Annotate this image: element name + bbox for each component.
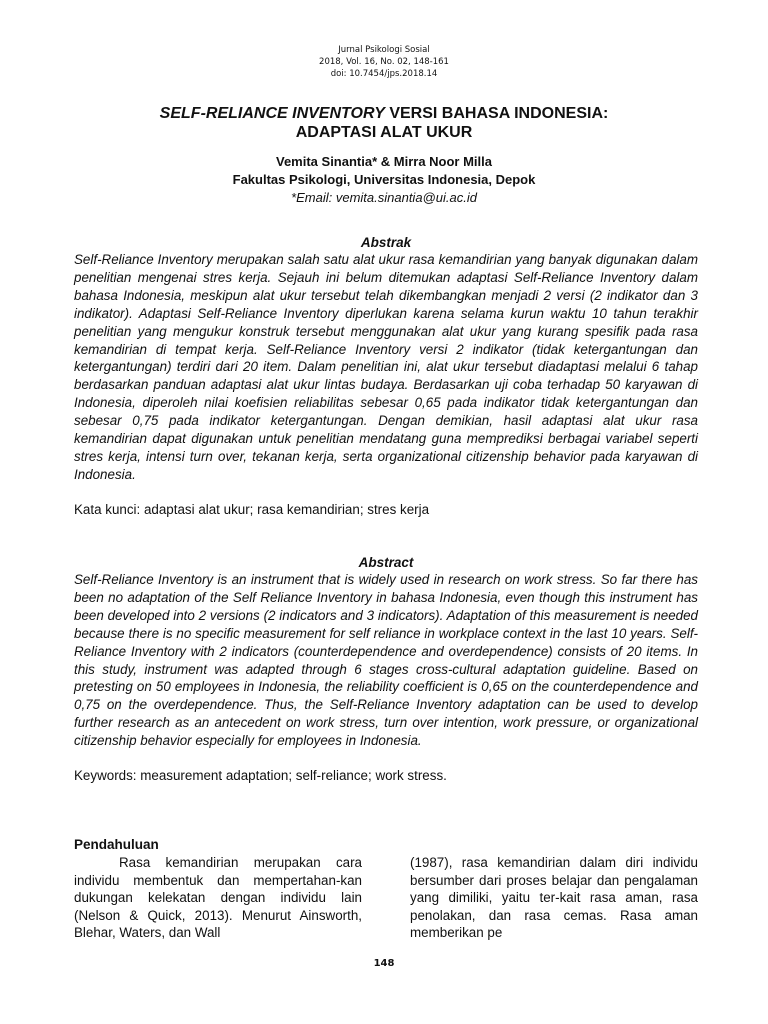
page-number: 148 xyxy=(373,958,395,969)
abstrak-keywords: Kata kunci: adaptasi alat ukur; rasa kemandirian; stres kerja xyxy=(74,501,430,517)
abstrak-text: Self-Reliance Inventory merupakan salah satu alat ukur rasa kemandirian yang banyak digunakan dalam penelitian mengenai stres kerja. Sejauh ini belum ditemukan adaptasi Self-Reliance Inventory dalam bahasa Indonesia, meskipun alat ukur tersebut telah dikembangkan menjadi 2 versi (2 indikator dan 3 indikator). Adaptasi Self-Reliance Inventory diperlukan karena selama kurun waktu 10 tahun terakhir penelitian yang mengukur konstruk tersebut menggunakan alat ukur yang kurang spesifik pada rasa kemandirian di tempat kerja. Self-Reliance Inventory versi 2 indikator (tidak ketergantungan dan ketergantungan) terdiri dari 20 item. Dalam penelitian ini, alat ukur tersebut diadaptasi melalui 6 tahap berdasarkan panduan adaptasi alat ukur lintas budaya. Berdasarkan uji coba terhadap 50 karyawan di Indonesia, diperoleh nilai koefisien reliabilitas sebesar 0,65 pada indikator tidak ketergantungan dan sebesar 0,75 pada indikator ketergantungan. Dengan demikian, hasil adaptasi alat ukur rasa kemandirian dapat digunakan untuk penelitian mendatang guna memprediksi berbagai variabel seperti stres kerja, intensi turn over, tekanan kerja, serta organizational citizenship behavior pada karyawan di Indonesia. xyxy=(74,252,698,482)
abstract-section xyxy=(74,554,698,785)
abstrak-heading: Abstrak xyxy=(360,235,412,250)
author-email: *Email: vemita.sinantia@ui.ac.id xyxy=(291,190,477,205)
author-block xyxy=(60,153,708,207)
author-affiliation: Fakultas Psikologi, Universitas Indonesia, Depok xyxy=(232,172,536,187)
title-rest-part: VERSI BAHASA INDONESIA: xyxy=(384,105,609,122)
title-line-1 xyxy=(60,104,708,123)
journal-name: Jurnal Psikologi Sosial xyxy=(338,45,430,55)
title-italic-part: SELF-RELIANCE INVENTORY xyxy=(159,105,385,122)
abstract-text: Self-Reliance Inventory is an instrument that is widely used in research on work stress. So far there has been no adaptation of the Self Reliance Inventory in bahasa Indonesia, even though this instrument has been developed into 2 versions (2 indicators and 3 indicators). Adaptation of this measurement is needed because there is no specific measurement for self reliance in workplace context in the last 10 years. Self-Reliance Inventory with 2 indicators (counterdependence and overdependence) consists of 20 items. In this study, instrument was adapted through 6 stages cross-cultural adaptation guideline. Based on pretesting on 50 employees in Indonesia, the reliability coefficient is 0,65 on the counterdependence and 0,75 on the overdependence. Thus, the Self-Reliance Inventory adaptation can be used to develop further research as an antecedent on work stress, turn over intention, work pressure, or organizational citizenship behavior especially for employees in Indonesia. xyxy=(74,572,698,749)
intro-left-column: Rasa kemandirian merupakan cara individu membentuk dan mempertahan-kan dukungan kelekatan dengan individu lain (Nelson & Quick, 2013). Menurut Ainsworth, Blehar, Waters, dan Wall xyxy=(74,855,362,941)
abstract-heading: Abstract xyxy=(358,555,414,570)
intro-right-column: (1987), rasa kemandirian dalam diri individu bersumber dari proses belajar dan pengalaman yang dimiliki, yaitu ter-kait rasa aman, rasa penolakan, dan rasa cemas. Rasa aman memberikan pe xyxy=(410,855,698,941)
paper-title xyxy=(60,104,708,142)
intro-heading: Pendahuluan xyxy=(74,837,159,852)
journal-volume: 2018, Vol. 16, No. 02, 148-161 xyxy=(319,57,449,67)
intro-columns xyxy=(74,854,698,942)
journal-header xyxy=(0,44,768,80)
author-names: Vemita Sinantia* & Mirra Noor Milla xyxy=(276,154,492,169)
title-line-2: ADAPTASI ALAT UKUR xyxy=(295,124,473,141)
journal-doi: doi: 10.7454/jps.2018.14 xyxy=(330,69,438,79)
abstract-keywords: Keywords: measurement adaptation; self-reliance; work stress. xyxy=(74,768,447,784)
introduction-section xyxy=(74,836,698,942)
abstrak-section xyxy=(74,234,698,519)
